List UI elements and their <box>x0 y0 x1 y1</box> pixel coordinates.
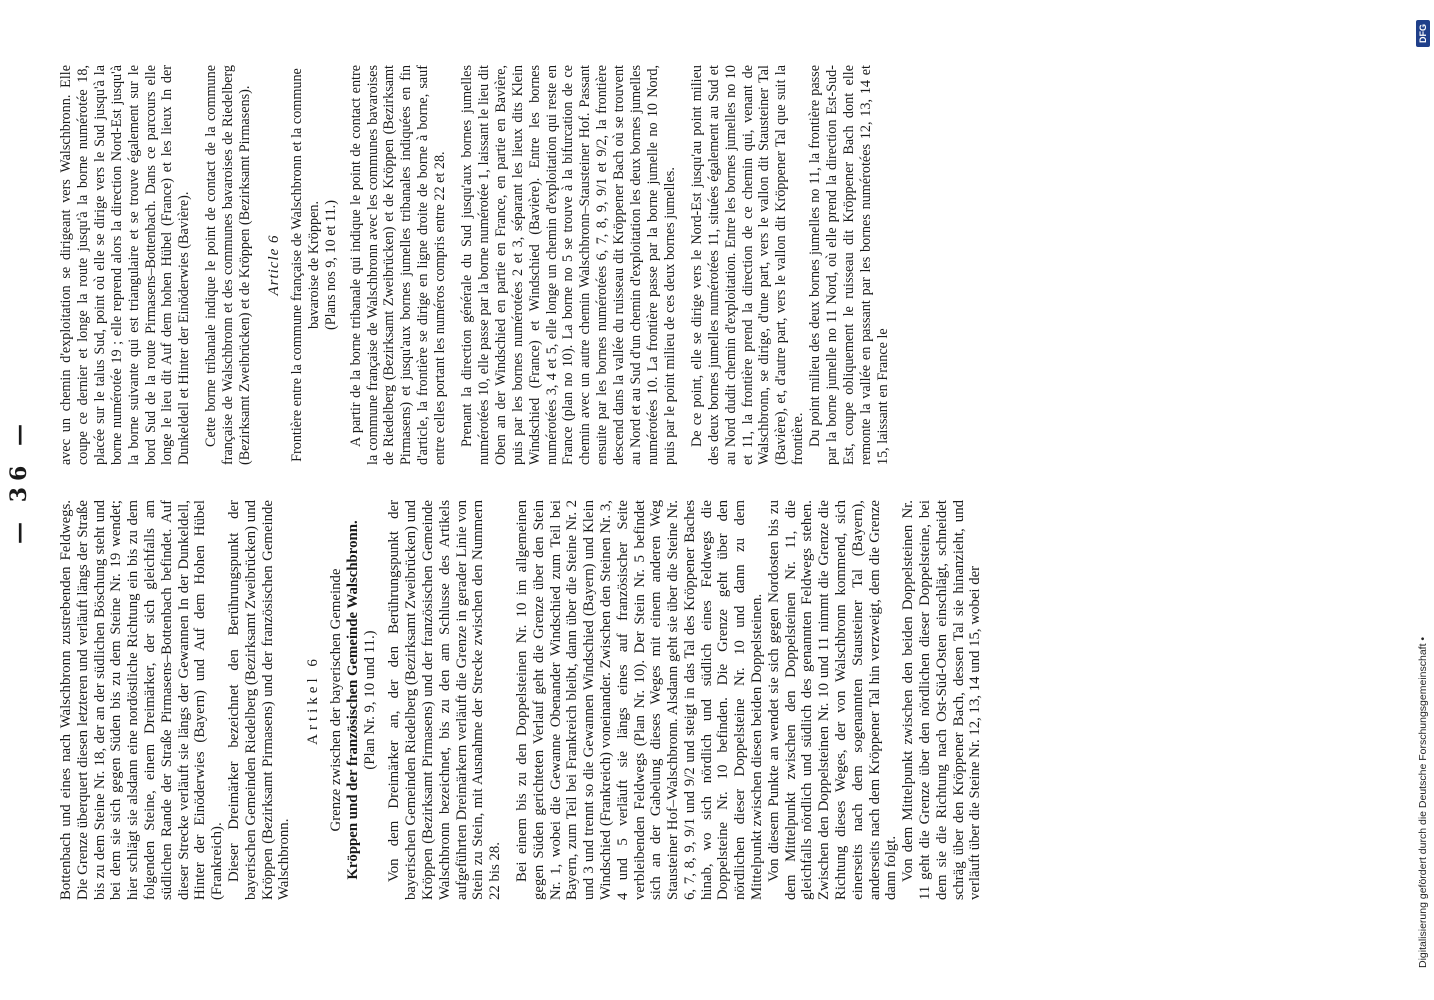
german-paragraph: Von dem Mittelpunkt zwischen den beiden Doppelsteinen Nr. 11 geht die Grenze über den nördlichen dieser Doppelsteine, bei dem sie die Richtung nach Ost-Süd-Osten einschlägt, schneidet schräg über den Kröppener Bach, dessen Tal sie hinanzieht, und verläuft über die Steine Nr. 12, 13, 14 und 15, wobei der <box>900 500 984 900</box>
german-paragraph: Von diesem Punkte an wendet sie sich gegen Nordosten bis zu dem Mittelpunkt zwischen den Doppelsteinen Nr. 11, die gleichfalls nördlich und südlich des genannten Feldwegs stehen. Zwischen den Doppelsteinen Nr. 10 und 11 nimmt die Grenze die Richtung dieses Weges, der von Walschbronn kommend, sich einerseits nach dem sogenannten Stausteiner Tal (Bayern), anderseits nach dem Kröppener Tal hin verzweigt, dem die Grenze dann folgt. <box>765 500 900 900</box>
german-heading-line: Kröppen und der französischen Gemeinde Walschbronn. <box>344 520 361 880</box>
german-paragraph: Von dem Dreimärker an, der den Berührungspunkt der bayerischen Gemeinden Riedelberg (Bezirksamt Zweibrücken) und Kröppen (Bezirksamt Pirmasens) und der französischen Gemeinde Walschbronn bezeichnet, bis zu den am Schlusse des Artikels aufgeführten Dreimärkern verläuft die Grenze in gerader Linie von Stein zu Stein, mit Ausnahme der Strecke zwischen den Nummern 22 bis 28. <box>386 500 504 900</box>
german-paragraph: Dieser Dreimärker bezeichnet den Berührungspunkt der bayerischen Gemeinden Riedelberg (Bezirksamt Zweibrücken) und Kröppen (Bezirksamt Pirmasens) und der französischen Gemeinde Walschbronn. <box>225 500 293 900</box>
german-article-heading <box>328 500 378 900</box>
page-number: — 36 — <box>6 418 32 544</box>
french-paragraph: Prenant la direction générale du Sud jusqu'aux bornes jumelles numérotées 10, elle passe par la borne numérotée 1, laissant le lieu dit Oben an der Windschied en partie en France, en partie en Bavière, puis par les bornes numérotées 2 et 3, séparant les lieux dits Klein Windschied (France) et Windschied (Bavière). Entre les bornes numérotées 3, 4 et 5, elle longe un chemin d'exploitation qui reste en France (plan no 10). La borne no 5 se trouve à la bifurcation de ce chemin avec un autre chemin Walschbronn–Stausteiner Hof. Passant ensuite par les bornes numérotées 6, 7, 8, 9, 9/1 et 9/2, la frontière descend dans la vallée du ruisseau dit Kröppener Bach où se trouvent au Nord et au Sud d'un chemin d'exploitation les deux bornes jumelles numérotées 10. La frontière passe par la borne jumelle no 10 Nord, puis par le point milieu de ces deux bornes jumelles. <box>459 65 678 465</box>
french-paragraph: Du point milieu des deux bornes jumelles no 11, la frontière passe par la borne jumelle no 11 Nord, où elle prend la direction Est-Sud-Est, coupe obliquement le ruisseau dit Kröppener Bach dont elle remonte la vallée en passant par les bornes numérotées 12, 13, 14 et 15, laissant en France le <box>807 65 891 465</box>
french-heading-line: (Plans nos 9, 10 et 11.) <box>322 200 339 330</box>
german-heading-line: Grenze zwischen der bayerischen Gemeinde <box>327 568 344 832</box>
french-paragraph: avec un chemin d'exploitation se dirigeant vers Walschbronn. Elle coupe ce dernier et longe la route jusqu'à la borne numérotée 18, placée sur le talus Sud, point où elle se dirige vers le Sud jusqu'à la borne numérotée 19 ; elle reprend alors la direction Nord-Est jusqu'à la borne suivante qui est triangulaire et se trouve également sur le bord Sud de la route Pirmasens–Bottenbach. Dans ce parcours elle longe le lieu dit Auf dem hohen Hübel (France) et les lieux In der Dunkeldell et Hinter der Einöderwies (Bavière). <box>58 65 193 465</box>
dfg-logo: DFG <box>1416 20 1430 47</box>
french-paragraph: De ce point, elle se dirige vers le Nord-Est jusqu'au point milieu des deux bornes jumelles numérotées 11, situées également au Sud et au Nord dudit chemin d'exploitation. Entre les bornes jumelles no 10 et 11, la frontière prend la direction de ce chemin qui, venant de Walschbronn, se dirige, d'une part, vers le vallon dit Stausteiner Tal (Bavière), et, d'autre part, vers le vallon dit Kröppener Tal que suit la frontière. <box>688 65 807 465</box>
french-heading-line: Frontière entre la commune française de Walschbronn et la commune bavaroise de Kröppen. <box>288 68 322 462</box>
german-paragraph: Bottenbach und eines nach Walschbronn zustrebenden Feldwegs. Die Grenze überquert diesen letzteren und verläuft längs der Straße bis zu dem Steine Nr. 18, der an der südlichen Böschung steht und bei dem sie sich gegen Süden bis zu dem Steine Nr. 19 wendet; hier schlägt sie alsdann eine nordöstliche Richtung ein bis zu dem folgenden Steine, einem Dreimärker, der sich gleichfalls am südlichen Rande der Straße Pirmasens–Bottenbach befindet. Auf dieser Strecke verläuft sie längs der Gewannen In der Dunkeldell, Hinter der Einöderwies (Bayern) und Auf dem Hohen Hübel (Frankreich). <box>58 500 226 900</box>
digitization-credit <box>1412 12 1434 988</box>
german-paragraph: Bei einem bis zu den Doppelsteinen Nr. 10 im allgemeinen gegen Süden gerichteten Verlauf geht die Grenze über den Stein Nr. 1, wobei die Gewanne Obenander Windschied zum Teil bei Bayern, zum Teil bei Frankreich bleibt, dann über die Steine Nr. 2 und 3 und trennt so die Gewannen Windschied (Bayern) und Klein Windschied (Frankreich) voneinander. Zwischen den Steinen Nr. 3, 4 und 5 verläuft sie längs eines auf französischer Seite verbleibenden Feldwegs (Plan Nr. 10). Der Stein Nr. 5 befindet sich an der Gabelung dieses Weges mit einem anderen Weg Stausteiner Hof–Walschbronn. Alsdann geht sie über die Steine Nr. 6, 7, 8, 9, 9/1 und 9/2 und steigt in das Tal des Kröppener Baches hinab, wo sich nördlich und südlich eines Feldwegs die Doppelsteine Nr. 10 befinden. Die Grenze geht über den nördlichen dieser Doppelsteine Nr. 10 und dann zu dem Mittelpunkt zwischen diesen beiden Doppelsteinen. <box>513 500 766 900</box>
french-article-title: Article 6 <box>265 234 282 296</box>
german-heading-line: (Plan Nr. 9, 10 und 11.) <box>361 630 378 770</box>
credit-text: Digitalisierung gefördert durch die Deutsche Forschungsgemeinschaft • <box>1417 636 1429 968</box>
french-paragraph: A partir de la borne tribanale qui indique le point de contact entre la commune française de Walschbronn avec les communes bavaroises de Riedelberg (Bezirksamt Zweibrücken) et de Kröppen (Bezirksamt Pirmasens) et jusqu'aux bornes jumelles tribanales indiquées en fin d'article, la frontière se dirige en ligne droite de borne à borne, sauf entre celles portant les numéros compris entre 22 et 28. <box>347 65 449 465</box>
french-column <box>58 65 1386 465</box>
french-article-heading <box>289 65 340 465</box>
german-article-title: Artikel 6 <box>305 655 322 745</box>
french-paragraph: Cette borne tribanale indique le point de contact de la commune française de Walschbronn et des communes bavaroises de Riedelberg (Bezirksamt Zweibrücken) et de Kröppen (Bezirksamt Pirmasens). <box>203 65 254 465</box>
german-column <box>58 500 1386 900</box>
